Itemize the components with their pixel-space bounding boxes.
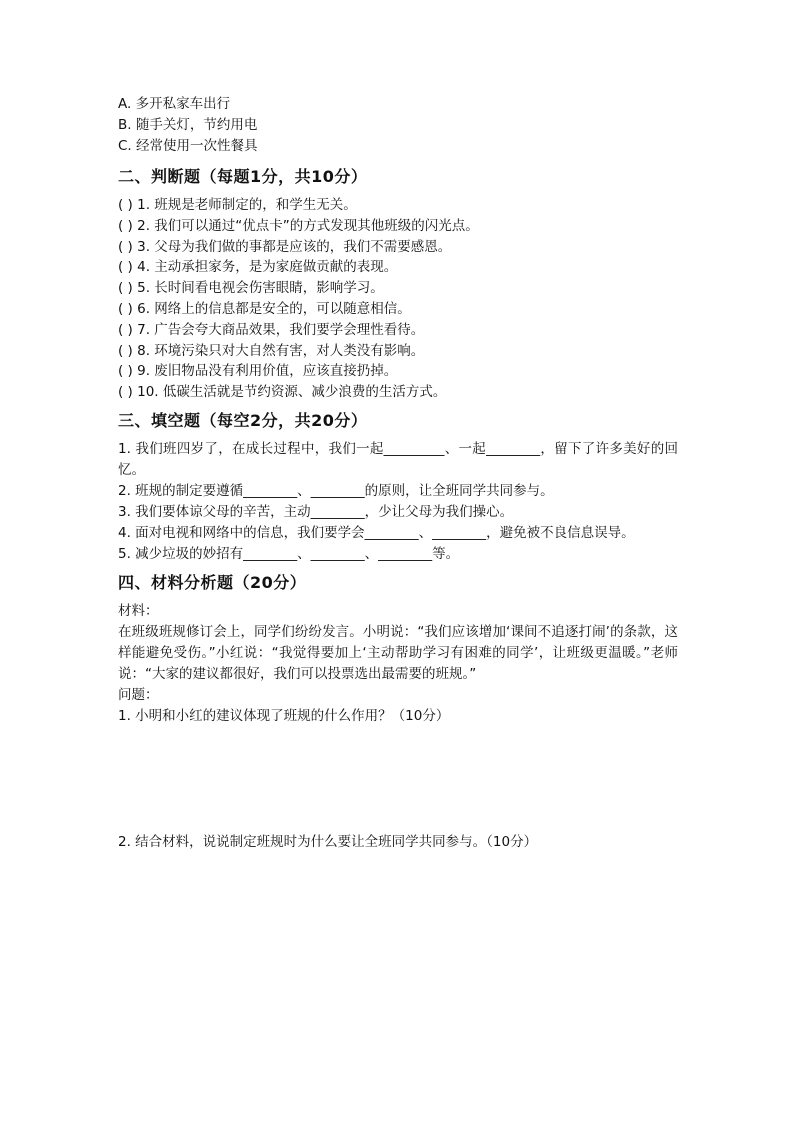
judgement-item-7: ( ) 7. 广告会夸大商品效果，我们要学会理性看待。 [118, 321, 425, 338]
judgement-item-10: ( ) 10. 低碳生活就是节约资源、减少浪费的生活方式。 [118, 384, 447, 401]
judgement-item-1: ( ) 1. 班规是老师制定的，和学生无关。 [118, 197, 357, 213]
judgement-item-8: ( ) 8. 环境污染只对大自然有害，对人类没有影响。 [118, 342, 425, 359]
fill-blank-list [118, 439, 678, 565]
option-c: C. 经常使用一次性餐具 [118, 138, 258, 154]
section-3-title: 三、填空题（每空2分，共20分） [118, 410, 368, 430]
material-label: 材料： [118, 602, 159, 619]
exam-page [118, 94, 678, 853]
judgement-item-3: ( ) 3. 父母为我们做的事都是应该的，我们不需要感恩。 [118, 238, 452, 255]
choice-options [118, 94, 678, 157]
answer-space-1[interactable] [118, 727, 678, 832]
fill-item-4: 4. 面对电视和网络中的信息，我们要学会________、________，避免被不良信息误导。 [118, 524, 635, 541]
fill-item-2: 2. 班规的制定要遵循________、________的原则，让全班同学共同参与。 [118, 482, 554, 499]
fill-item-5: 5. 减少垃圾的妙招有________、________、________等。 [118, 545, 460, 562]
fill-item-3: 3. 我们要体谅父母的辛苦，主动________，少让父母为我们操心。 [118, 503, 514, 520]
judgement-item-6: ( ) 6. 网络上的信息都是安全的，可以随意相信。 [118, 300, 411, 317]
judgement-item-2: ( ) 2. 我们可以通过“优点卡”的方式发现其他班级的闪光点。 [118, 217, 479, 234]
question-label: 问题： [118, 686, 159, 703]
fill-item-1: 1. 我们班四岁了，在成长过程中，我们一起_________、一起________，留下了许多美好的回忆。 [118, 440, 678, 478]
judgement-item-4: ( ) 4. 主动承担家务，是为家庭做贡献的表现。 [118, 259, 398, 276]
judgement-item-9: ( ) 9. 废旧物品没有利用价值，应该直接扔掉。 [118, 363, 398, 380]
judgement-list [118, 195, 678, 403]
option-a: A. 多开私家车出行 [118, 96, 231, 112]
judgement-item-5: ( ) 5. 长时间看电视会伤害眼睛，影响学习。 [118, 280, 384, 297]
section-4-title: 四、材料分析题（20分） [118, 572, 307, 592]
option-b: B. 随手关灯，节约用电 [118, 117, 258, 133]
question-2: 2. 结合材料，说说制定班规时为什么要让全班同学共同参与。（10分） [118, 833, 538, 850]
material-text: 在班级班规修订会上，同学们纷纷发言。小明说：“我们应该增加‘课间不追逐打闹’的条款，这样能避免受伤。”小红说：“我觉得要加上‘主动帮助学习有困难的同学’，让班级更温暖。”老师说：“大家的建议都很好，我们可以投票选出最需要的班规。” [118, 623, 678, 682]
section-2-title: 二、判断题（每题1分，共10分） [118, 167, 368, 186]
question-1: 1. 小明和小红的建议体现了班规的什么作用？（10分） [118, 707, 450, 724]
material-block [118, 601, 678, 853]
